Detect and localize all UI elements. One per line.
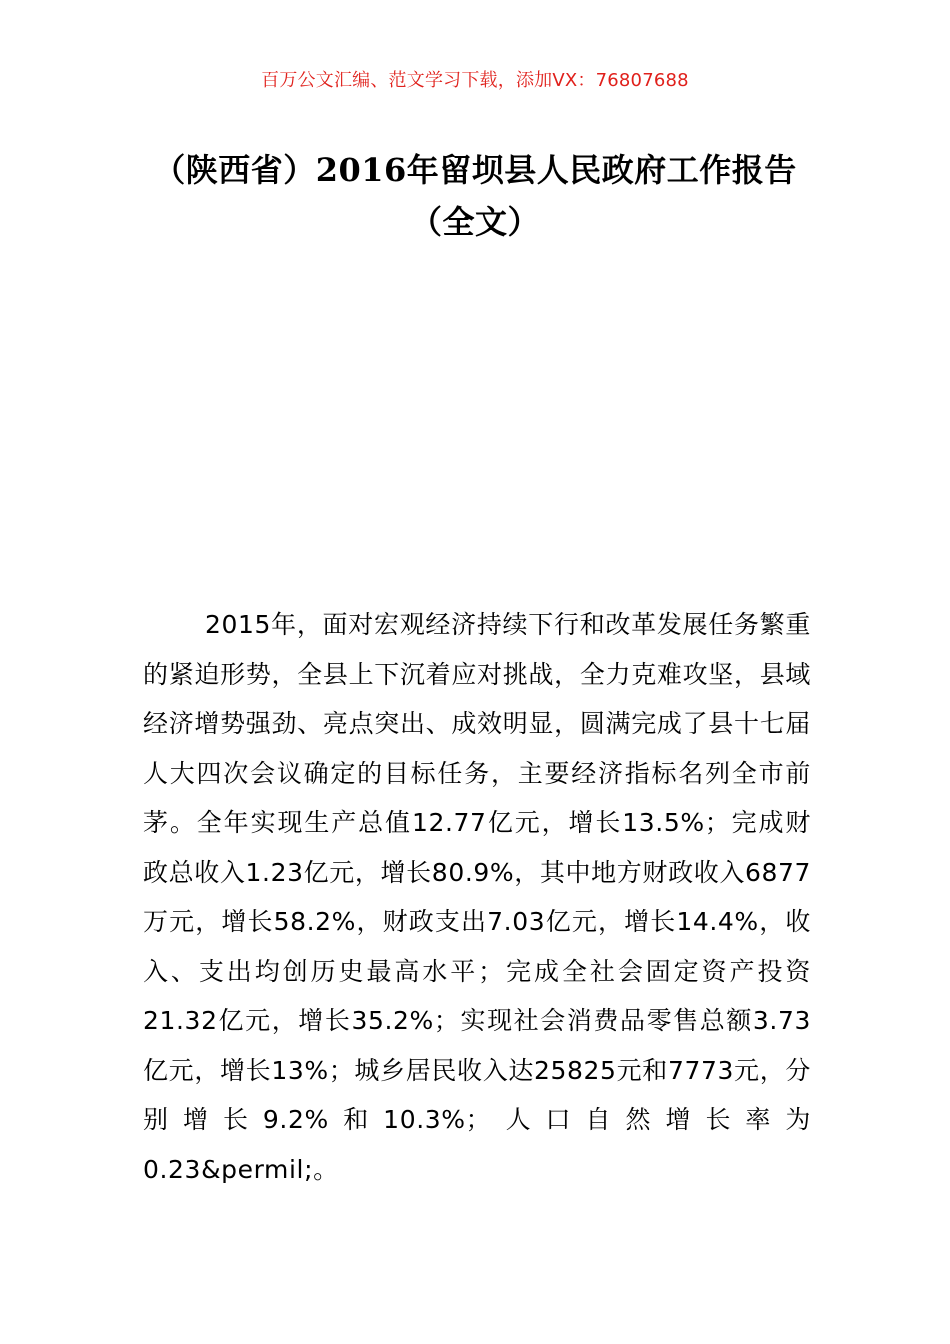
header-promo-note: 百万公文汇编、范文学习下载，添加VX：76807688 [261, 70, 689, 91]
body-paragraph: 2015年，面对宏观经济持续下行和改革发展任务繁重的紧迫形势，全县上下沉着应对挑战，全力克难攻坚，县域经济增势强劲、亮点突出、成效明显，圆满完成了县十七届人大四次会议确定的目标任务，主要经济指标名列全市前茅。全年实现生产总值12.77亿元，增长13.5%；完成财政总收入1.23亿元，增长80.9%，其中地方财政收入6877万元，增长58.2%，财政支出7.03亿元，增长14.4%，收入、支出均创历史最高水平；完成全社会固定资产投资21.32亿元，增长35.2%；实现社会消费品零售总额3.73亿元，增长13%；城乡居民收入达25825元和7773元，分别增长9.2%和10.3%；人口自然增长率为0.23&permil;。 [143, 610, 811, 1184]
document-title: （陕西省）2016年留坝县人民政府工作报告（全文） [153, 151, 797, 241]
